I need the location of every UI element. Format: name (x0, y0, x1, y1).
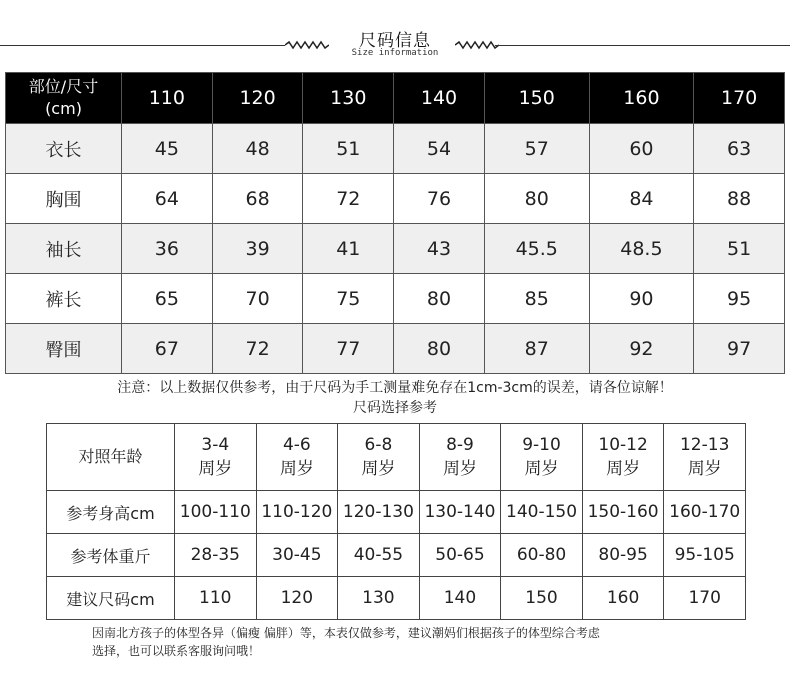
header-rule-right (495, 45, 790, 46)
table-cell: 150-160 (582, 491, 664, 534)
table-cell: 120 (256, 577, 338, 620)
measurement-note: 注意：以上数据仅供参考，由于尺码为手工测量难免存在1cm-3cm的误差，请各位谅解！ (117, 380, 673, 396)
table-cell: 45.5 (484, 224, 589, 274)
age-range: 8-9 (446, 435, 474, 455)
table-cell: 130 (338, 577, 420, 620)
table-row (6, 324, 785, 374)
table-row (6, 124, 785, 174)
table-cell: 80-95 (582, 534, 664, 577)
age-range: 12-13 (679, 435, 730, 455)
age-unit: 周岁 (361, 459, 396, 479)
table-cell: 70 (212, 274, 303, 324)
age-unit: 周岁 (524, 459, 559, 479)
page-title: 尺码信息 (359, 31, 431, 51)
table-cell: 84 (589, 174, 694, 224)
table-cell: 43 (394, 224, 485, 274)
table-cell: 90 (589, 274, 694, 324)
row-label: 对照年龄 (47, 424, 175, 491)
header (0, 0, 790, 70)
table-cell: 85 (484, 274, 589, 324)
table-cell: 140-150 (501, 491, 583, 534)
age-cell (501, 424, 583, 491)
row-label: 参考身高cm (47, 491, 175, 534)
table-cell: 41 (303, 224, 394, 274)
table-cell: 28-35 (175, 534, 257, 577)
size-header-cell: 170 (694, 73, 785, 124)
row-label: 参考体重斤 (47, 534, 175, 577)
size-table (5, 72, 785, 374)
table-cell: 80 (394, 274, 485, 324)
corner-unit: (cm) (45, 99, 82, 118)
page-subtitle: Size information (351, 48, 439, 58)
wave-ornament-right (455, 40, 499, 50)
age-cell (582, 424, 664, 491)
size-header-cell: 150 (484, 73, 589, 124)
table-cell: 51 (694, 224, 785, 274)
age-cell (338, 424, 420, 491)
age-cell (419, 424, 501, 491)
table-cell: 40-55 (338, 534, 420, 577)
age-unit: 周岁 (606, 459, 641, 479)
table-row (47, 577, 746, 620)
table-cell: 88 (694, 174, 785, 224)
table-cell: 80 (484, 174, 589, 224)
table-cell: 170 (664, 577, 746, 620)
size-header-row (6, 73, 785, 124)
table-cell: 65 (122, 274, 213, 324)
table-cell: 110 (175, 577, 257, 620)
table-row (6, 224, 785, 274)
age-cell (256, 424, 338, 491)
table-cell: 72 (212, 324, 303, 374)
age-range: 6-8 (364, 435, 393, 455)
size-header-cell: 160 (589, 73, 694, 124)
table-cell: 67 (122, 324, 213, 374)
age-unit: 周岁 (198, 459, 233, 479)
size-header-cell: 110 (122, 73, 213, 124)
corner-label: 部位/尺寸 (28, 77, 99, 96)
age-row (47, 424, 746, 491)
age-unit: 周岁 (279, 459, 314, 479)
footer-note-line1: 因南北方孩子的体型各异（偏瘦 偏胖）等，本表仅做参考，建议潮妈们根据孩子的体型综合考虑 (92, 626, 600, 640)
table-cell: 76 (394, 174, 485, 224)
table-cell: 140 (419, 577, 501, 620)
age-range: 3-4 (201, 435, 230, 455)
table-cell: 130-140 (419, 491, 501, 534)
table-cell: 60 (589, 124, 694, 174)
table-cell: 77 (303, 324, 394, 374)
table-cell: 95 (694, 274, 785, 324)
age-range: 4-6 (282, 435, 311, 455)
table-row (47, 491, 746, 534)
table-cell: 150 (501, 577, 583, 620)
table-cell: 54 (394, 124, 485, 174)
table-cell: 39 (212, 224, 303, 274)
reference-heading: 尺码选择参考 (353, 400, 437, 416)
table-cell: 160-170 (664, 491, 746, 534)
row-label: 袖长 (6, 224, 122, 274)
table-cell: 51 (303, 124, 394, 174)
table-cell: 64 (122, 174, 213, 224)
table-cell: 75 (303, 274, 394, 324)
size-reference-table (46, 423, 746, 620)
table-cell: 50-65 (419, 534, 501, 577)
size-table-corner (6, 73, 122, 124)
size-header-cell: 140 (394, 73, 485, 124)
table-cell: 36 (122, 224, 213, 274)
age-cell (175, 424, 257, 491)
table-cell: 92 (589, 324, 694, 374)
table-row (6, 274, 785, 324)
age-cell (664, 424, 746, 491)
table-cell: 45 (122, 124, 213, 174)
age-range: 9-10 (522, 435, 561, 455)
table-row (6, 174, 785, 224)
row-label: 衣长 (6, 124, 122, 174)
table-cell: 80 (394, 324, 485, 374)
table-cell: 95-105 (664, 534, 746, 577)
table-row (47, 534, 746, 577)
table-cell: 57 (484, 124, 589, 174)
age-unit: 周岁 (442, 459, 477, 479)
row-label: 胸围 (6, 174, 122, 224)
age-range: 10-12 (598, 435, 648, 455)
table-cell: 110-120 (256, 491, 338, 534)
table-cell: 100-110 (175, 491, 257, 534)
table-cell: 68 (212, 174, 303, 224)
table-cell: 97 (694, 324, 785, 374)
table-cell: 120-130 (338, 491, 420, 534)
size-header-cell: 120 (212, 73, 303, 124)
age-unit: 周岁 (687, 459, 722, 479)
row-label: 建议尺码cm (47, 577, 175, 620)
row-label: 臀围 (6, 324, 122, 374)
table-cell: 30-45 (256, 534, 338, 577)
table-cell: 72 (303, 174, 394, 224)
footer-note-line2: 选择，也可以联系客服询问哦！ (92, 644, 261, 658)
table-cell: 63 (694, 124, 785, 174)
table-cell: 87 (484, 324, 589, 374)
table-cell: 48 (212, 124, 303, 174)
table-cell: 160 (582, 577, 664, 620)
table-cell: 48.5 (589, 224, 694, 274)
row-label: 裤长 (6, 274, 122, 324)
table-cell: 60-80 (501, 534, 583, 577)
size-header-cell: 130 (303, 73, 394, 124)
